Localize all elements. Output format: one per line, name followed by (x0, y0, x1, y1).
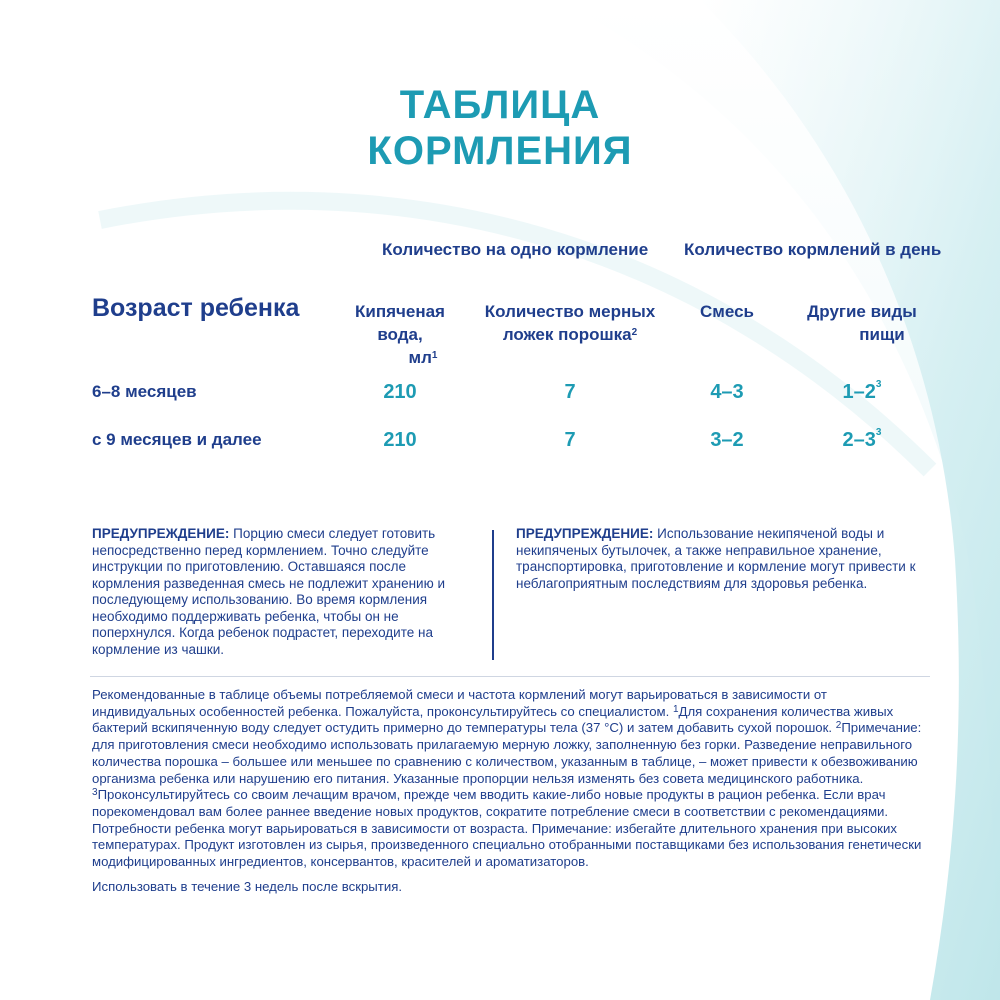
footnote-marker-2: 2 (631, 327, 638, 338)
column-header-scoops (480, 300, 660, 346)
group-header-per-feeding: Количество на одно кормление (382, 240, 649, 259)
cell-other-food: $2-3^3$ (842, 427, 882, 451)
row-age-label: 6–8 месяцев (92, 382, 197, 401)
cell-scoops: 7 (564, 429, 576, 451)
water-header-line2: $мл^1$ (408, 348, 438, 367)
page-title (0, 82, 1000, 174)
row-age-label: с 9 месяцев и далее (92, 430, 262, 449)
warning-left-text: Порцию смеси следует готовить непосредственно перед кормлением. Точно следуйте инструкции по приготовлению. Оставшаяся после кормления разведенная смесь не подлежит хранению и последующему использованию. Во время кормления необходимо поддерживать ребенка, чтобы он не поперхнулся. Когда ребенок подрастет, переходите на кормление из чашки. (92, 526, 446, 657)
warning-right (516, 526, 916, 592)
title-line-2: КОРМЛЕНИЯ (367, 129, 633, 173)
cell-other-food: $1-2^3$ (842, 379, 882, 403)
cell-mix: 3–2 (710, 429, 744, 451)
water-header-line1: Кипяченая вода, (355, 302, 445, 344)
footnote-2-marker: 2 (835, 720, 842, 732)
scoops-header-line1: Количество мерных (484, 302, 656, 321)
cell-mix: 4–3 (710, 381, 744, 403)
column-header-age: Возраст ребенка (92, 294, 300, 322)
other-header-line1: Другие виды (807, 302, 917, 321)
fine-print (92, 687, 932, 895)
column-header-mix: Смесь (700, 302, 754, 321)
footnote-marker-1: 1 (431, 350, 438, 361)
warning-divider (492, 530, 494, 660)
warning-left (92, 526, 464, 658)
scoops-header-line2: ложек порошка$^2$ (502, 325, 638, 344)
warning-right-label: ПРЕДУПРЕЖДЕНИЕ: (516, 526, 654, 541)
section-divider (90, 676, 930, 677)
footnote-3-marker: 3 (92, 787, 98, 799)
cell-scoops: 7 (564, 381, 576, 403)
fine-print-paragraph: Рекомендованные в таблице объемы потребляемой смеси и частота кормлений могут варьироваться в зависимости от индивидуальных особенностей ребенка. Пожалуйста, проконсультируйтесь со специалистом. $^1$Для сохранения количества живых бактерий вскипяченную воду следует остудить примерно до температуры тела (37 °С) и затем добавить сухой порошок. $^2$Примечание: для приготовления смеси необходимо использовать прилагаемую мерную ложку, заполненную без горки. Разведение неправильного количества порошка – большее или меньшее по сравнению с количеством, указанным в таблице, – может привести к обезвоживанию организма ребенка или нарушению его питания. Указанные пропорции нельзя изменять без совета медицинского работника. $^3$Проконсультируйтесь со своим лечащим врачом, прежде чем вводить какие-либо новые продукты в рацион ребенка. Если врач порекомендовал вам более раннее введение новых продуктов, сократите потребление смеси в соответствии с рекомендациями. Потребности ребенка могут варьироваться в зависимости от возраста. Примечание: избегайте длительного хранения при высоких температурах. Продукт изготовлен из сырья, произведенного специально отобранными поставщиками без использования генетически модифицированных ингредиентов, консервантов, красителей и ароматизаторов. (92, 687, 922, 870)
column-header-water (330, 300, 470, 369)
title-line-1: ТАБЛИЦА (399, 83, 601, 127)
use-period-note: Использовать в течение 3 недель после вскрытия. (92, 878, 402, 894)
column-header-other-food (797, 300, 927, 346)
other-header-line2: пищи (859, 325, 905, 344)
footnote-marker-3: 3 (875, 427, 882, 438)
cell-water: 210 (383, 381, 417, 403)
warning-right-text: Использование некипяченой воды и некипяченых бутылочек, а также неправильное хранение, транспортировка, приготовление и кормление могут привести к неблагоприятным последствиям для здоровья ребенка. (516, 526, 916, 591)
warning-left-label: ПРЕДУПРЕЖДЕНИЕ: (92, 526, 230, 541)
group-header-per-day: Количество кормлений в день (684, 240, 942, 259)
cell-water: 210 (383, 429, 417, 451)
footnote-marker-3: 3 (875, 379, 882, 390)
footnote-1-marker: 1 (672, 703, 679, 715)
